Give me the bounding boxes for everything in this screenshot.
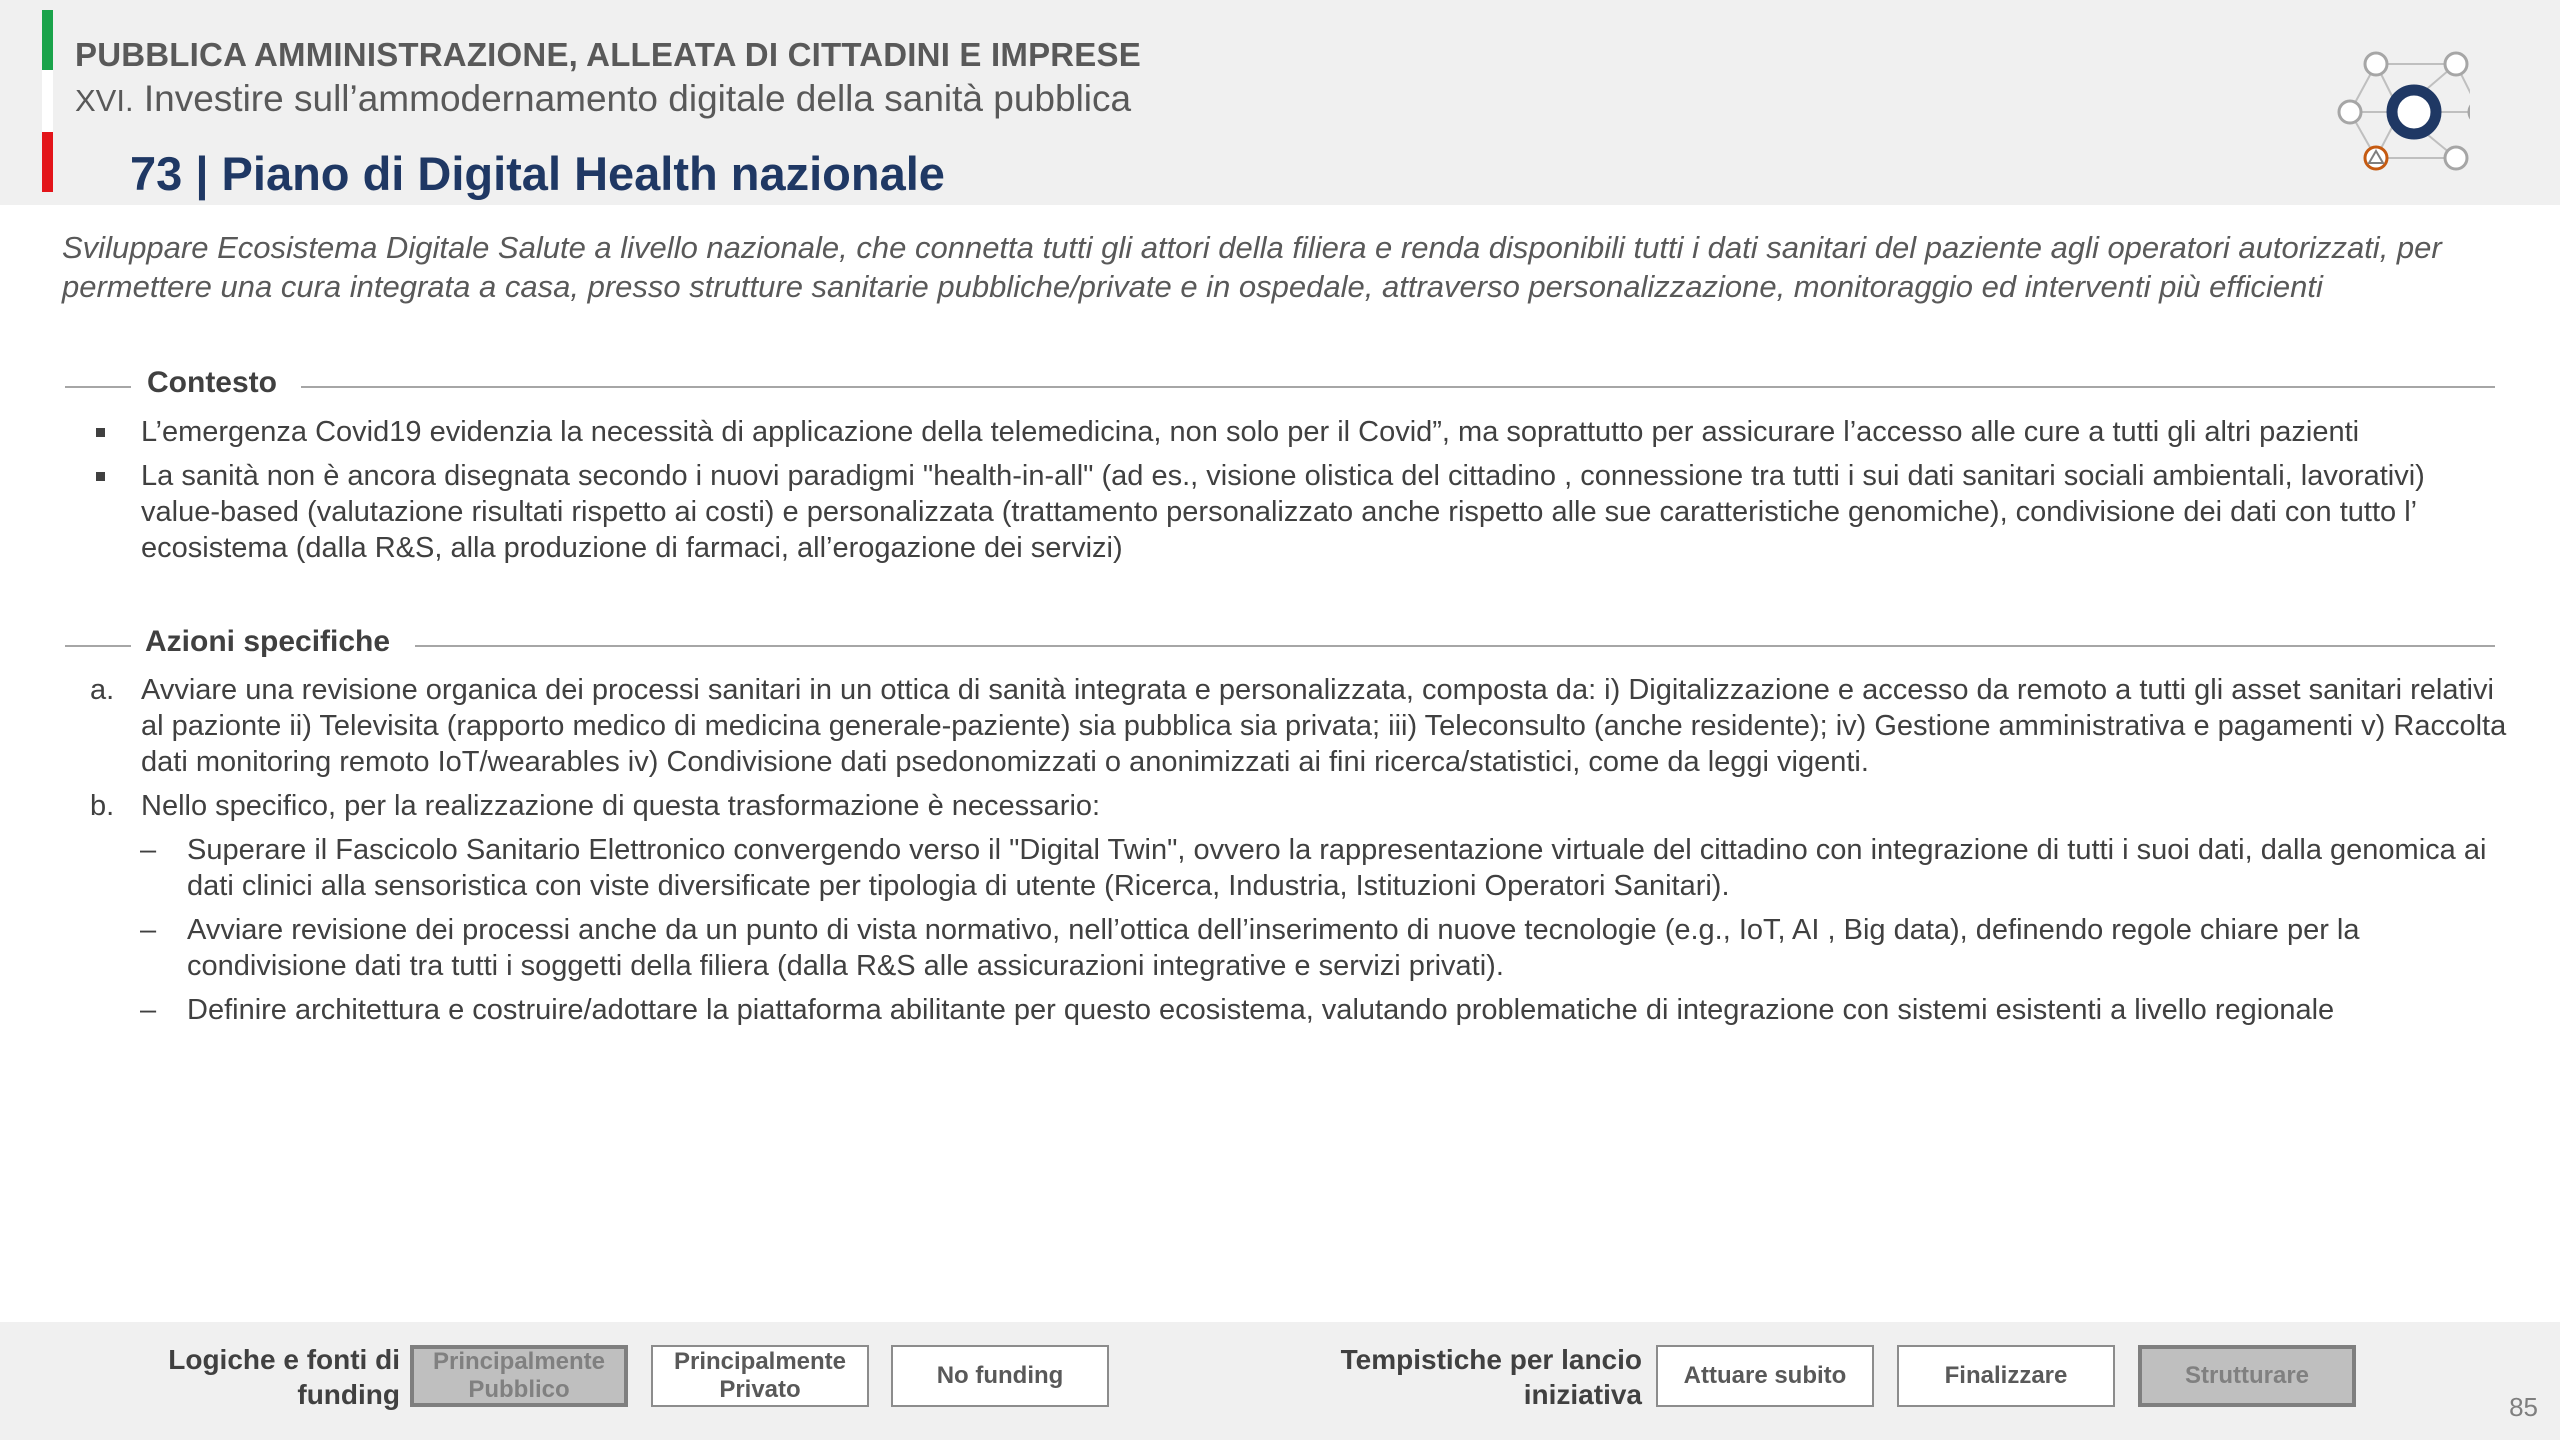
funding-label-line-1: Logiche e fonti di bbox=[168, 1344, 400, 1375]
option-line-2: Privato bbox=[719, 1376, 801, 1403]
option-line-1: Principalmente bbox=[673, 1348, 847, 1375]
list-marker: a. bbox=[90, 674, 115, 706]
page-number: 85 bbox=[2509, 1392, 2538, 1422]
timing-option-attuare-subito[interactable] bbox=[1656, 1345, 1874, 1407]
flag-white-stripe bbox=[42, 70, 53, 132]
list-item bbox=[90, 414, 2490, 450]
divider-line-left bbox=[65, 386, 131, 388]
network-logo-icon bbox=[2330, 42, 2470, 182]
timing-label bbox=[1341, 1342, 1642, 1412]
dash-marker: – bbox=[140, 994, 157, 1026]
subtitle-number: XVI. bbox=[75, 83, 134, 118]
page-title: 73 | Piano di Digital Health nazionale bbox=[130, 147, 945, 200]
funding-label-line-2: funding bbox=[297, 1379, 400, 1410]
sub-item-text: Definire architettura e costruire/adottare la piattaforma abilitante per questo ecosistema, valutando problematiche di integrazione con sistemi esistenti a livello regionale bbox=[187, 994, 2335, 1026]
sub-list-item bbox=[90, 912, 2510, 984]
azioni-list bbox=[90, 672, 2510, 1036]
sub-item-text: Superare il Fascicolo Sanitario Elettronico convergendo verso il "Digital Twin", ovvero la rappresentazione virtuale del cittadino con integrazione di tutti i suoi dati, dalla genomica ai dati clinici alla sensoristica con viste diversificate per tipologia di utente (Ricerca, Industria, Istituzioni Operatori Sanitari). bbox=[187, 834, 2487, 902]
list-item bbox=[90, 458, 2490, 566]
azioni-section-divider bbox=[65, 625, 2495, 665]
flag-green-stripe bbox=[42, 10, 53, 70]
section-supertitle: PUBBLICA AMMINISTRAZIONE, ALLEATA DI CITTADINI E IMPRESE bbox=[75, 36, 1141, 73]
contesto-list bbox=[90, 414, 2490, 574]
list-item-text: Avviare una revisione organica dei processi sanitari in un ottica di sanità integrata e personalizzata, composta da: i) Digitalizzazione e accesso da remoto a tutti gli asset sanitari relativi al pazionte ii) Televisita (rapporto medico di medicina generale-paziente) sia pubblica sia privata; iii) Teleconsulto (anche residente); iv) Gestione amministrativa e pagamenti v) Raccolta dati monitoring remoto IoT/wearables iv) Condivisione dati psedonomizzati o anonimizzati ai fini ricerca/statistici, come da leggi vigenti. bbox=[141, 674, 2507, 778]
contesto-section-divider bbox=[65, 366, 2495, 406]
list-item-text: L’emergenza Covid19 evidenzia la necessità di applicazione della telemedicina, non solo per il Covid”, ma soprattutto per assicurare l’accesso alle cure a tutti gli altri pazienti bbox=[141, 416, 2360, 448]
divider-line-right bbox=[415, 645, 2495, 647]
dash-marker: – bbox=[140, 834, 157, 866]
intro-statement: Sviluppare Ecosistema Digitale Salute a livello nazionale, che connetta tutti gli attori della filiera e renda disponibili tutti i dati sanitari del paziente agli operatori autorizzati, per permettere una cura integrata a casa, presso strutture sanitarie pubbliche/private e in ospedale, attraverso personalizzazione, monitoraggio ed interventi più efficienti bbox=[62, 230, 2442, 304]
list-item-b bbox=[90, 788, 2510, 824]
square-bullet-icon bbox=[96, 472, 105, 481]
option-label: Attuare subito bbox=[1683, 1362, 1847, 1389]
timing-option-strutturare[interactable] bbox=[2138, 1345, 2356, 1407]
square-bullet-icon bbox=[96, 428, 105, 437]
azioni-heading: Azioni specifiche bbox=[145, 625, 391, 658]
list-item-text: Nello specifico, per la realizzazione di questa trasformazione è necessario: bbox=[141, 790, 1101, 822]
dash-marker: – bbox=[140, 914, 157, 946]
divider-line-right bbox=[301, 386, 2495, 388]
section-subtitle bbox=[75, 78, 1131, 120]
option-label: Strutturare bbox=[2184, 1362, 2310, 1389]
option-line-2: Pubblico bbox=[468, 1376, 570, 1403]
funding-option-no-funding[interactable] bbox=[891, 1345, 1109, 1407]
option-line-1: Principalmente bbox=[432, 1348, 606, 1375]
subtitle-text: Investire sull’ammodernamento digitale della sanità pubblica bbox=[143, 78, 1132, 119]
sub-list-item bbox=[90, 832, 2510, 904]
sub-item-text: Avviare revisione dei processi anche da un punto di vista normativo, nell’ottica dell’inserimento di nuove tecnologie (e.g., IoT, AI , Big data), definendo regole chiare per la condivisione dati tra tutti i soggetti della filiera (dalla R&S alle assicurazioni integrative e servizi privati). bbox=[187, 914, 2360, 982]
timing-label-line-1: Tempistiche per lancio bbox=[1340, 1344, 1642, 1375]
timing-label-line-2: iniziativa bbox=[1523, 1379, 1642, 1410]
option-label: No funding bbox=[936, 1362, 1064, 1389]
footer-bar bbox=[0, 1322, 2560, 1440]
sub-list-item bbox=[90, 992, 2510, 1028]
funding-option-pubblico[interactable] bbox=[410, 1345, 628, 1407]
contesto-heading: Contesto bbox=[147, 366, 277, 399]
funding-label bbox=[168, 1342, 400, 1412]
list-item-text: La sanità non è ancora disegnata secondo i nuovi paradigmi "health-in-all" (ad es., visione olistica del cittadino , connessione tra tutti i sui dati sanitari sociali ambientali, lavorativi) value-based (valutazione risultati rispetto ai costi) e personalizzata (trattamento personalizzato anche rispetto alle sue caratteristiche genomiche), condivisione dei dati con tutto l’ ecosistema (dalla R&S, alla produzione di farmaci, all’erogazione dei servizi) bbox=[141, 460, 2425, 564]
flag-red-stripe bbox=[42, 132, 53, 192]
option-label: Finalizzare bbox=[1944, 1362, 2068, 1389]
slide-header bbox=[0, 0, 2560, 205]
list-item-a bbox=[90, 672, 2510, 780]
funding-option-privato[interactable] bbox=[651, 1345, 869, 1407]
list-marker: b. bbox=[90, 790, 115, 822]
divider-line-left bbox=[65, 645, 131, 647]
timing-option-finalizzare[interactable] bbox=[1897, 1345, 2115, 1407]
